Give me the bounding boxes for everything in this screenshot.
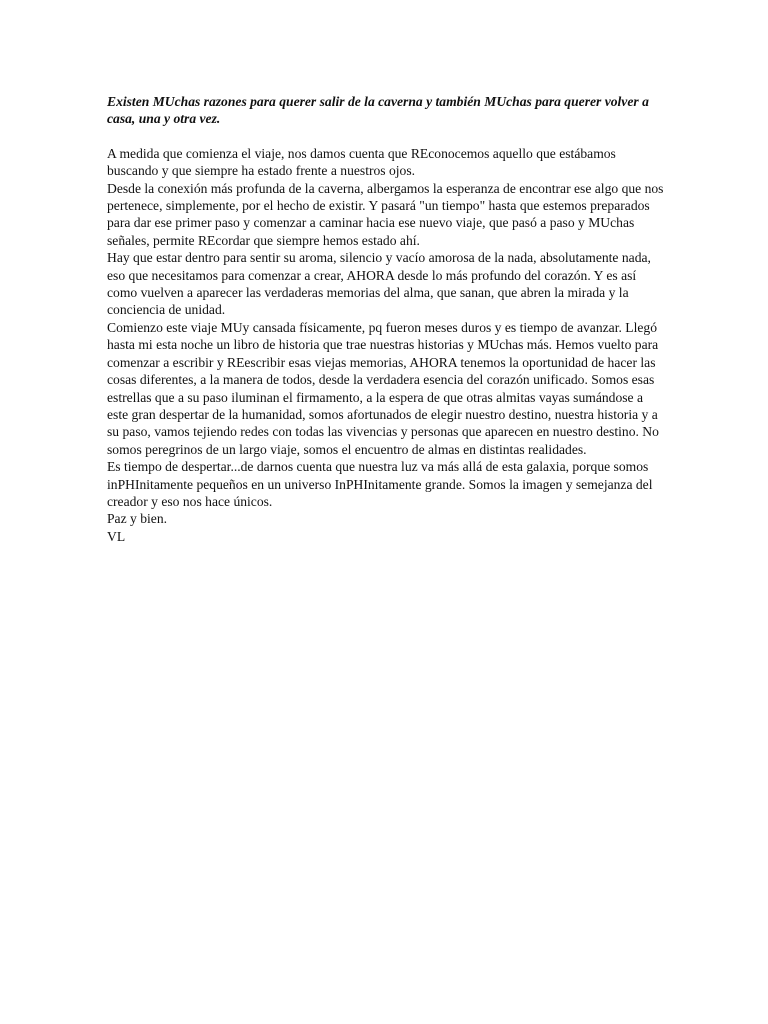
paragraph: Desde la conexión más profunda de la caverna, albergamos la esperanza de encontrar ese algo que nos pertenece, simplemente, por el hecho de existir. Y pasará "un tiempo" hasta que estemos preparados para dar ese primer paso y comenzar a caminar hacia ese nuevo viaje, que pasó a paso y MUchas señales, permite REcordar que siempre hemos estado ahí. xyxy=(107,180,664,248)
paragraph: A medida que comienza el viaje, nos damos cuenta que REconocemos aquello que estábamos buscando y que siempre ha estado frente a nuestros ojos. xyxy=(107,145,616,179)
paragraph: Es tiempo de despertar...de darnos cuenta que nuestra luz va más allá de esta galaxia, porque somos inPHInitamente pequeños en un universo InPHInitamente grande. Somos la imagen y semejanza del creador y eso nos hace únicos. xyxy=(107,459,653,509)
document-content xyxy=(107,93,667,545)
closing-line: Paz y bien. xyxy=(107,511,168,527)
paragraph: Comienzo este viaje MUy cansada físicamente, pq fueron meses duros y es tiempo de avanzar. Llegó hasta mi esta noche un libro de historia que trae nuestras historias y MUchas más. Hemos vuelto para comenzar a escribir y REescribir esas viejas memorias, AHORA tenemos la oportunidad de hacer las cosas diferentes, a la manera de todos, desde la verdadera esencia del corazón unificado. Somos esas estrellas que a su paso iluminan el firmamento, a la espera de que otras almitas vayas sumándose a este gran despertar de la humanidad, somos afortunados de elegir nuestro destino, nuestra historia y a su paso, vamos tejiendo redes con todas las vivencias y personas que aparecen en nuestro destino. No somos peregrinos de un largo viaje, somos el encuentro de almas en distintas realidades. xyxy=(107,319,659,457)
paragraph: Hay que estar dentro para sentir su aroma, silencio y vacío amorosa de la nada, absolutamente nada, eso que necesitamos para comenzar a crear, AHORA desde lo más profundo del corazón. Y es así como vuelven a aparecer las verdaderas memorias del alma, que sanan, que abren la mirada y la conciencia de unidad. xyxy=(107,250,651,318)
signature-initials: VL xyxy=(107,528,126,544)
document-title: Existen MUchas razones para querer salir de la caverna y también MUchas para querer volver a casa, una y otra vez. xyxy=(107,94,649,127)
